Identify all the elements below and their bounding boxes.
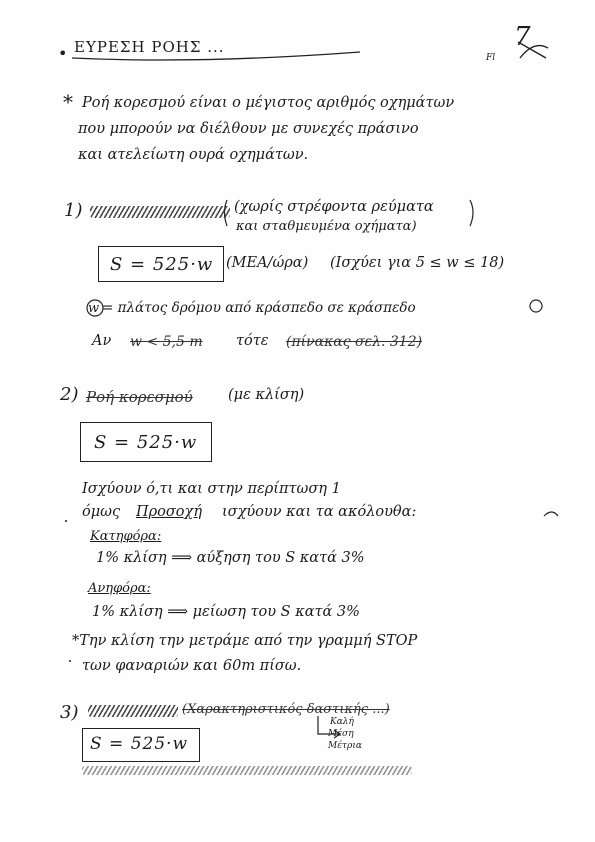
margin-dots	[66, 520, 70, 662]
definition-line-2: που μπορούν να διέλθουν με συνεχές πράσινο	[78, 121, 419, 137]
case-3-number: 3)	[60, 702, 79, 723]
case-2-subtitle: (με κλίση)	[228, 387, 305, 403]
case-1-conditions: (χωρίς στρέφοντα ρεύματα	[234, 199, 434, 215]
case-3-formula: S = 525·w	[90, 734, 189, 754]
w-symbol: w	[88, 301, 100, 316]
definition-line-3: και ατελείωτη ουρά οχημάτων.	[78, 147, 309, 163]
case-2-struck-title: Ροή κορεσμού	[86, 388, 193, 406]
branch-label-1: Καλή	[330, 717, 354, 727]
bullet: •	[58, 44, 68, 63]
case-2-line-1: Ισχύουν ό,τι και στην περίπτωση 1	[82, 481, 341, 497]
uphill-rule: 1% κλίση ⟹ μείωση του S κατά 3%	[92, 604, 360, 620]
case-1-formula: S = 525·w	[110, 254, 214, 275]
case-1-validity: (Ισχύει για 5 ≤ w ≤ 18)	[330, 255, 505, 271]
case-1-brackets	[225, 200, 474, 226]
end-circle-mark	[530, 300, 542, 312]
case-2-line-2c: ισχύουν και τα ακόλουθα:	[222, 504, 417, 520]
downhill-label: Κατηφόρα:	[90, 529, 162, 544]
case-2-note-2: των φαναριών και 60m πίσω.	[82, 658, 302, 674]
then-word: τότε	[236, 333, 269, 349]
definition-line-1: Ροή κορεσμού είναι ο μέγιστος αριθμός οχημάτων	[82, 95, 455, 111]
case-2-note-1: *Την κλίση την μετράμε από την γραμμή STOP	[72, 633, 418, 649]
page-number: 7	[514, 22, 531, 52]
margin-curl-mark	[544, 512, 558, 516]
case-3-struck-title: (Χαρακτηριστικός δαστικής ...)	[182, 702, 390, 717]
case-2-number: 2)	[60, 384, 79, 405]
uphill-label: Ανηφόρα:	[88, 581, 151, 596]
w-circle	[87, 300, 103, 316]
attention-word: Προσοχή	[136, 504, 203, 520]
if-word: Αν	[92, 333, 112, 349]
case-2-formula: S = 525·w	[94, 432, 198, 453]
case-2-line-2a: όμως	[82, 504, 121, 520]
title-underline	[72, 52, 360, 60]
definition-star: *	[63, 90, 73, 114]
page-title: ΕΥΡΕΣΗ ΡΟΗΣ ...	[74, 38, 225, 56]
corner-doodle	[518, 42, 548, 58]
branch-label-2: Μέση	[328, 729, 354, 739]
corner-mark: Fl	[486, 53, 496, 63]
then-reference: (πίνακας σελ. 312)	[286, 334, 423, 350]
branch-label-3: Μέτρια	[328, 741, 362, 751]
if-condition: w < 5,5 m	[130, 334, 203, 350]
case-1-units: (ΜΕΑ/ώρα)	[226, 255, 309, 271]
w-definition: = πλάτος δρόμου από κράσπεδο σε κράσπεδο	[102, 300, 416, 316]
case-1-conditions-2: και σταθμευμένα οχήματα)	[236, 219, 417, 234]
downhill-rule: 1% κλίση ⟹ αύξηση του S κατά 3%	[96, 550, 365, 566]
case-1-number: 1)	[64, 200, 83, 221]
